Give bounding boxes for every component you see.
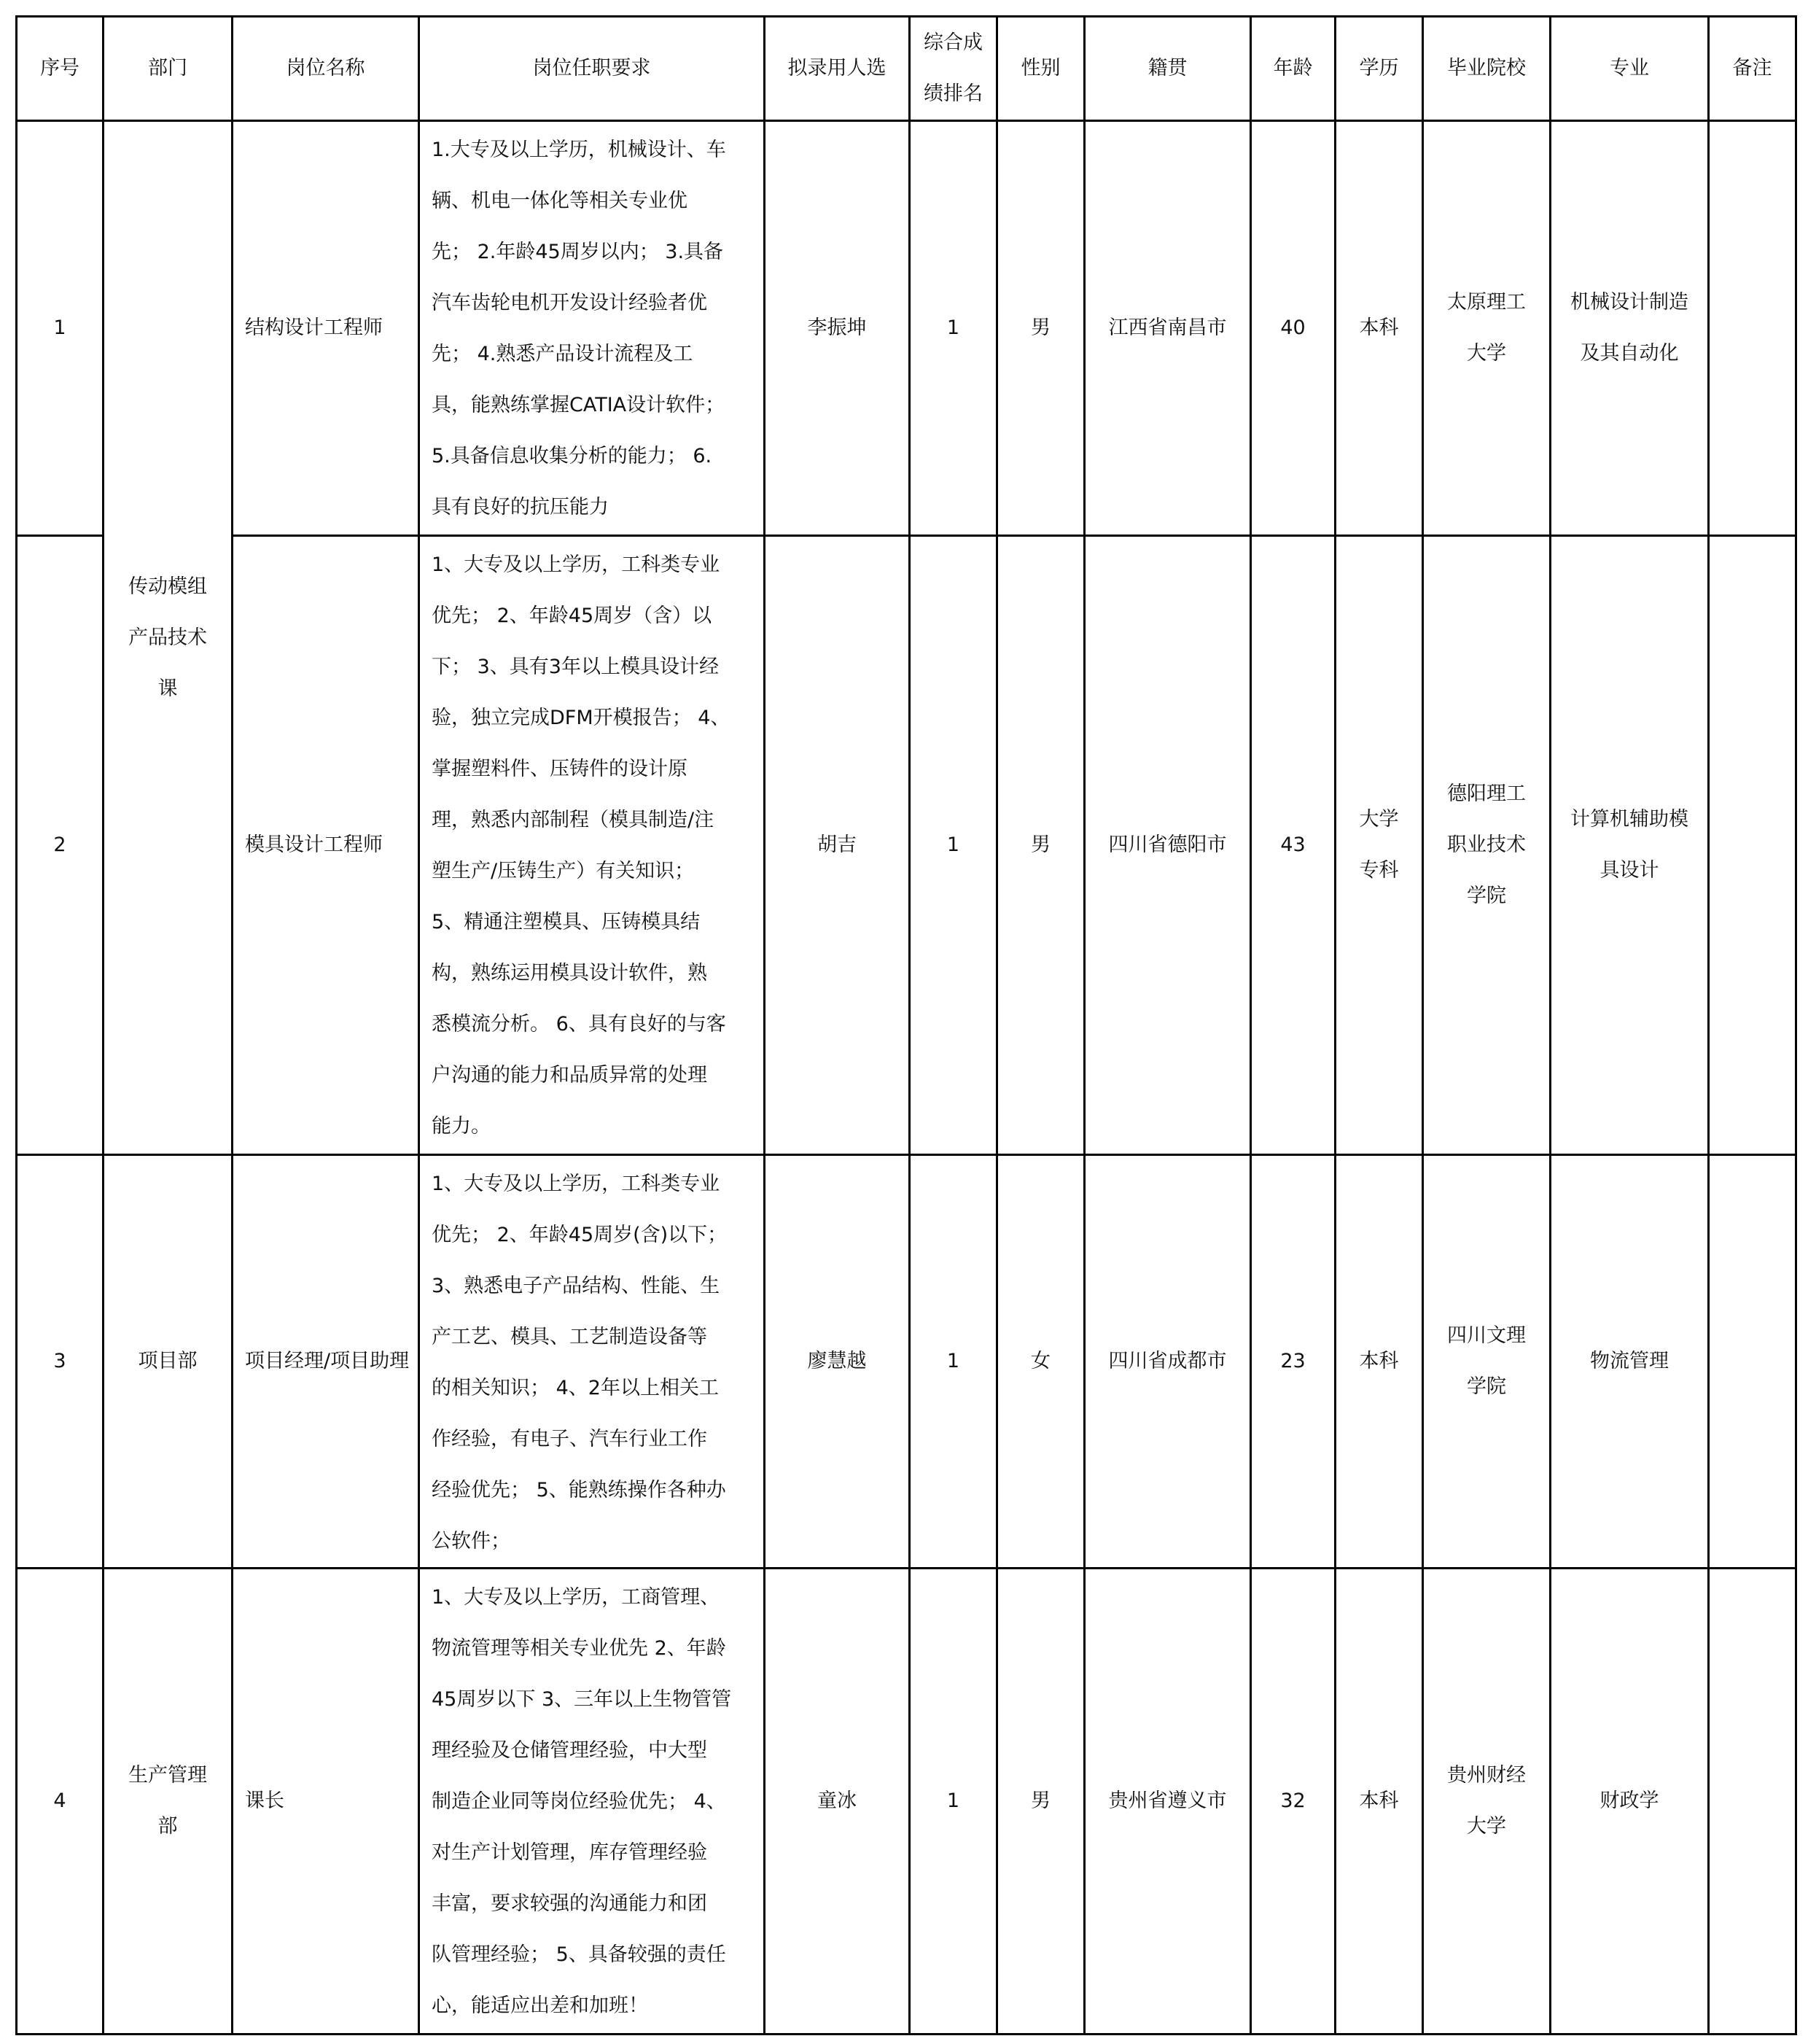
- requirement-line: 3、熟悉电子产品结构、性能、生: [432, 1275, 720, 1297]
- requirement-line: 队管理经验； 5、具备较强的责任: [432, 1943, 726, 1966]
- row-age: 43: [1251, 536, 1336, 1155]
- row-candidate: 廖慧越: [765, 1155, 910, 1569]
- row-remark: [1709, 536, 1796, 1155]
- row-no: 4: [17, 1569, 104, 2035]
- table-row: [17, 121, 1796, 536]
- row-no: 1: [17, 121, 104, 536]
- requirement-line: 1、大专及以上学历，工科类专业: [432, 553, 720, 576]
- row-gender: 男: [997, 1569, 1085, 2035]
- row-position: 结构设计工程师: [233, 121, 419, 536]
- row-gender: 男: [997, 536, 1085, 1155]
- requirement-line: 丰富，要求较强的沟通能力和团: [432, 1892, 707, 1915]
- row-school: 太原理工大学: [1423, 121, 1551, 536]
- header-gender: 性别: [997, 17, 1085, 121]
- requirement-line: 5、精通注塑模具、压铸模具结: [432, 911, 701, 933]
- row-major: 财政学: [1551, 1569, 1709, 2035]
- requirement-line: 下； 3、具有3年以上模具设计经: [432, 656, 719, 678]
- row-remark: [1709, 121, 1796, 536]
- header-candidate: 拟录用人选: [765, 17, 910, 121]
- requirement-line: 辆、机电一体化等相关专业优: [432, 190, 687, 212]
- header-remark: 备注: [1709, 17, 1796, 121]
- requirement-line: 理经验及仓储管理经验，中大型: [432, 1739, 707, 1762]
- requirement-line: 理，熟悉内部制程（模具制造/注: [432, 809, 714, 831]
- row-major: 计算机辅助模具设计: [1551, 536, 1709, 1155]
- requirement-line: 45周岁以下 3、三年以上生物管管: [432, 1688, 732, 1711]
- row-education: 本科: [1336, 1569, 1423, 2035]
- row-education: 大学专科: [1336, 536, 1423, 1155]
- requirement-line: 优先； 2、年龄45周岁（含）以: [432, 605, 712, 627]
- requirement-line: 公软件；: [432, 1530, 510, 1553]
- header-school: 毕业院校: [1423, 17, 1551, 121]
- row-requirements: [419, 121, 765, 536]
- row-age: 32: [1251, 1569, 1336, 2035]
- row-rank: 1: [910, 1155, 997, 1569]
- row-rank: 1: [910, 121, 997, 536]
- header-position: 岗位名称: [233, 17, 419, 121]
- row-age: 40: [1251, 121, 1336, 536]
- requirement-line: 户沟通的能力和品质异常的处理: [432, 1064, 707, 1087]
- row-education: 本科: [1336, 121, 1423, 536]
- requirement-line: 汽车齿轮电机开发设计经验者优: [432, 292, 707, 314]
- row-major: 机械设计制造及其自动化: [1551, 121, 1709, 536]
- requirement-line: 1、大专及以上学历，工科类专业: [432, 1173, 720, 1195]
- row-school: 四川文理学院: [1423, 1155, 1551, 1569]
- requirement-line: 塑生产/压铸生产）有关知识；: [432, 860, 695, 882]
- requirement-line: 能力。: [432, 1115, 491, 1138]
- requirement-line: 心，能适应出差和加班！: [432, 1994, 648, 2017]
- header-origin: 籍贯: [1085, 17, 1251, 121]
- row-origin: 四川省成都市: [1085, 1155, 1251, 1569]
- row-origin: 四川省德阳市: [1085, 536, 1251, 1155]
- requirement-line: 经验优先； 5、能熟练操作各种办: [432, 1479, 726, 1501]
- requirement-line: 构，熟练运用模具设计软件，熟: [432, 962, 707, 984]
- header-row: [17, 17, 1796, 121]
- requirement-line: 制造企业同等岗位经验优先； 4、: [432, 1790, 726, 1813]
- row-position: 模具设计工程师: [233, 536, 419, 1155]
- requirement-line: 具，能熟练掌握CATIA设计软件；: [432, 394, 725, 416]
- header-rank: 综合成绩排名: [910, 17, 997, 121]
- row-gender: 男: [997, 121, 1085, 536]
- row-major: 物流管理: [1551, 1155, 1709, 1569]
- header-age: 年龄: [1251, 17, 1336, 121]
- header-no: 序号: [17, 17, 104, 121]
- row-department: 项目部: [104, 1155, 233, 1569]
- row-rank: 1: [910, 536, 997, 1155]
- header-major: 专业: [1551, 17, 1709, 121]
- row-position: 课长: [233, 1569, 419, 2035]
- row-origin: 江西省南昌市: [1085, 121, 1251, 536]
- requirement-line: 物流管理等相关专业优先 2、年龄: [432, 1637, 726, 1660]
- requirement-line: 先； 2.年龄45周岁以内； 3.具备: [432, 241, 724, 263]
- requirement-line: 1、大专及以上学历，工商管理、: [432, 1586, 720, 1609]
- header-requirements: 岗位任职要求: [419, 17, 765, 121]
- row-candidate: 胡吉: [765, 536, 910, 1155]
- row-requirements: [419, 1155, 765, 1569]
- table-row: [17, 1155, 1796, 1569]
- table-row: [17, 1569, 1796, 2035]
- requirement-line: 优先； 2、年龄45周岁(含)以下；: [432, 1224, 728, 1246]
- row-requirements: [419, 536, 765, 1155]
- row-no: 3: [17, 1155, 104, 1569]
- requirement-line: 掌握塑料件、压铸件的设计原: [432, 758, 687, 780]
- requirement-line: 1.大专及以上学历，机械设计、车: [432, 139, 726, 161]
- row-candidate: 童冰: [765, 1569, 910, 2035]
- row-position: 项目经理/项目助理: [233, 1155, 419, 1569]
- requirement-line: 5.具备信息收集分析的能力； 6.: [432, 445, 712, 467]
- row-requirements: [419, 1569, 765, 2035]
- row-education: 本科: [1336, 1155, 1423, 1569]
- requirement-line: 悉模流分析。 6、具有良好的与客: [432, 1013, 726, 1035]
- requirement-line: 先； 4.熟悉产品设计流程及工: [432, 343, 693, 365]
- recruitment-table: [15, 15, 1797, 2035]
- row-department: 传动模组产品技术课: [104, 121, 233, 1155]
- row-no: 2: [17, 536, 104, 1155]
- header-education: 学历: [1336, 17, 1423, 121]
- row-candidate: 李振坤: [765, 121, 910, 536]
- table-row: [17, 536, 1796, 1155]
- row-remark: [1709, 1569, 1796, 2035]
- row-origin: 贵州省遵义市: [1085, 1569, 1251, 2035]
- header-department: 部门: [104, 17, 233, 121]
- row-school: 贵州财经大学: [1423, 1569, 1551, 2035]
- requirement-line: 对生产计划管理，库存管理经验: [432, 1841, 707, 1864]
- row-rank: 1: [910, 1569, 997, 2035]
- requirement-line: 作经验，有电子、汽车行业工作: [432, 1428, 707, 1450]
- requirement-line: 具有良好的抗压能力: [432, 496, 609, 518]
- requirement-line: 验，独立完成DFM开模报告； 4、: [432, 707, 730, 729]
- row-school: 德阳理工职业技术学院: [1423, 536, 1551, 1155]
- requirement-line: 产工艺、模具、工艺制造设备等: [432, 1326, 707, 1348]
- row-remark: [1709, 1155, 1796, 1569]
- requirement-line: 的相关知识； 4、2年以上相关工: [432, 1377, 719, 1399]
- row-gender: 女: [997, 1155, 1085, 1569]
- row-age: 23: [1251, 1155, 1336, 1569]
- row-department: 生产管理部: [104, 1569, 233, 2035]
